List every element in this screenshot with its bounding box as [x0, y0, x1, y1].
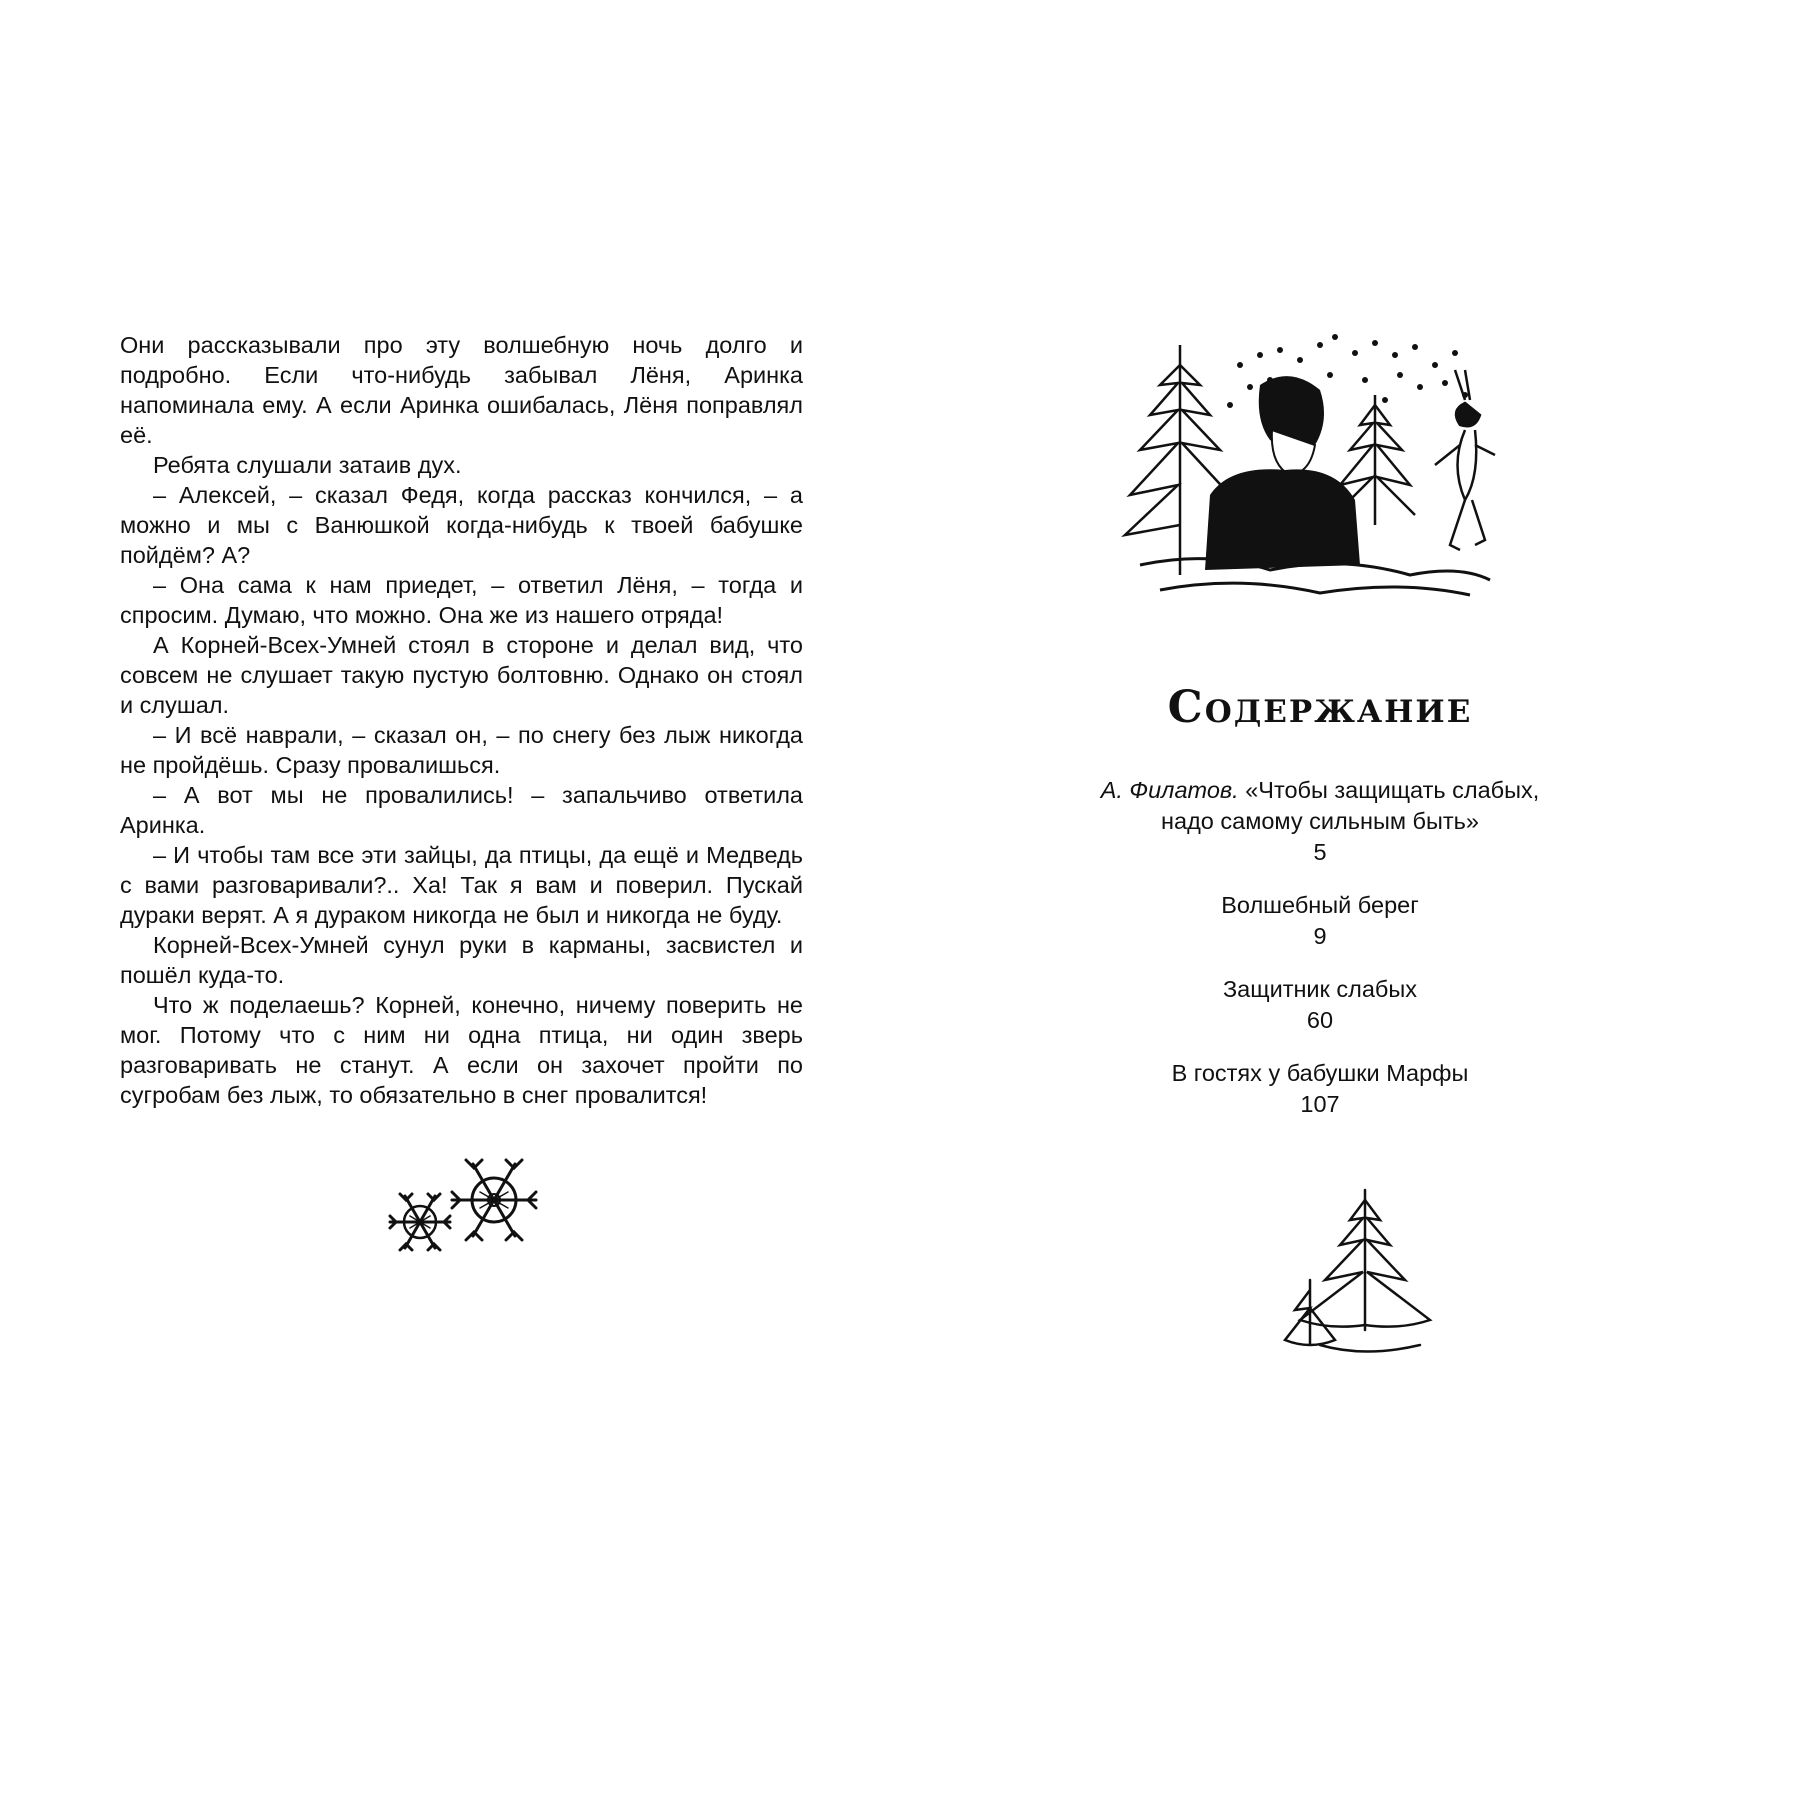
- winter-scene-illustration: [1120, 325, 1500, 615]
- toc-entry-title: «Чтобы защищать слабых, надо самому сильным быть»: [1161, 777, 1540, 834]
- paragraph: А Корней-Всех-Умней стоял в стороне и делал вид, что совсем не слушает такую пустую болтовню. Однако он стоял и слушал.: [120, 632, 803, 718]
- toc-entry-title: Защитник слабых: [1222, 976, 1418, 1002]
- paragraph: Корней-Всех-Умней сунул руки в карманы, засвистел и пошёл куда-то.: [120, 932, 803, 988]
- table-of-contents: [1080, 775, 1560, 1142]
- toc-entry[interactable]: [1080, 890, 1560, 952]
- paragraph: Ребята слушали затаив дух.: [153, 452, 462, 478]
- toc-entry-author: А. Филатов.: [1100, 777, 1239, 803]
- toc-entry-page: 9: [1313, 923, 1327, 949]
- story-text: [120, 330, 803, 1110]
- toc-entry[interactable]: [1080, 974, 1560, 1036]
- toc-entry-page: 107: [1300, 1091, 1340, 1117]
- paragraph: Что ж поделаешь? Корней, конечно, ничему поверить не мог. Потому что с ним ни одна птица, ни один зверь разговаривать не станут. А если он захочет пройти по сугробам без лыж, то обязательно в снег провалится!: [120, 992, 803, 1108]
- toc-entry[interactable]: [1080, 775, 1560, 868]
- fir-tree-icon: [1270, 1180, 1460, 1360]
- toc-entry-title: В гостях у бабушки Марфы: [1171, 1060, 1469, 1086]
- snowflakes-icon: [372, 1150, 552, 1260]
- paragraph: – И чтобы там все эти зайцы, да птицы, да ещё и Медведь с вами разговаривали?.. Ха! Так я вам и поверил. Пускай дураки верят. А я дураком никогда не был и никогда не буду.: [120, 842, 803, 928]
- toc-entry[interactable]: [1080, 1058, 1560, 1120]
- paragraph: – Она сама к нам приедет, – ответил Лёня, – тогда и спросим. Думаю, что можно. Она же из нашего отряда!: [120, 572, 803, 628]
- toc-entry-page: 5: [1313, 839, 1327, 865]
- paragraph: Они рассказывали про эту волшебную ночь долго и подробно. Если что-нибудь забывал Лёня, Аринка напоминала ему. А если Аринка ошибалась, Лёня поправлял её.: [120, 332, 803, 448]
- snow-ground: [1140, 559, 1490, 595]
- toc-title: Содержание: [1167, 682, 1473, 733]
- toc-entry-page: 60: [1306, 1007, 1334, 1033]
- toc-entry-title: Волшебный берег: [1221, 892, 1419, 918]
- paragraph: – А вот мы не провалились! – запальчиво ответила Аринка.: [120, 782, 803, 838]
- hare-figure: [1435, 370, 1495, 550]
- paragraph: – И всё наврали, – сказал он, – по снегу без лыж никогда не пройдёшь. Сразу провалишься.: [120, 722, 803, 778]
- paragraph: – Алексей, – сказал Федя, когда рассказ кончился, – а можно и мы с Ванюшкой когда-нибудь к твоей бабушке пойдём? А?: [120, 482, 803, 568]
